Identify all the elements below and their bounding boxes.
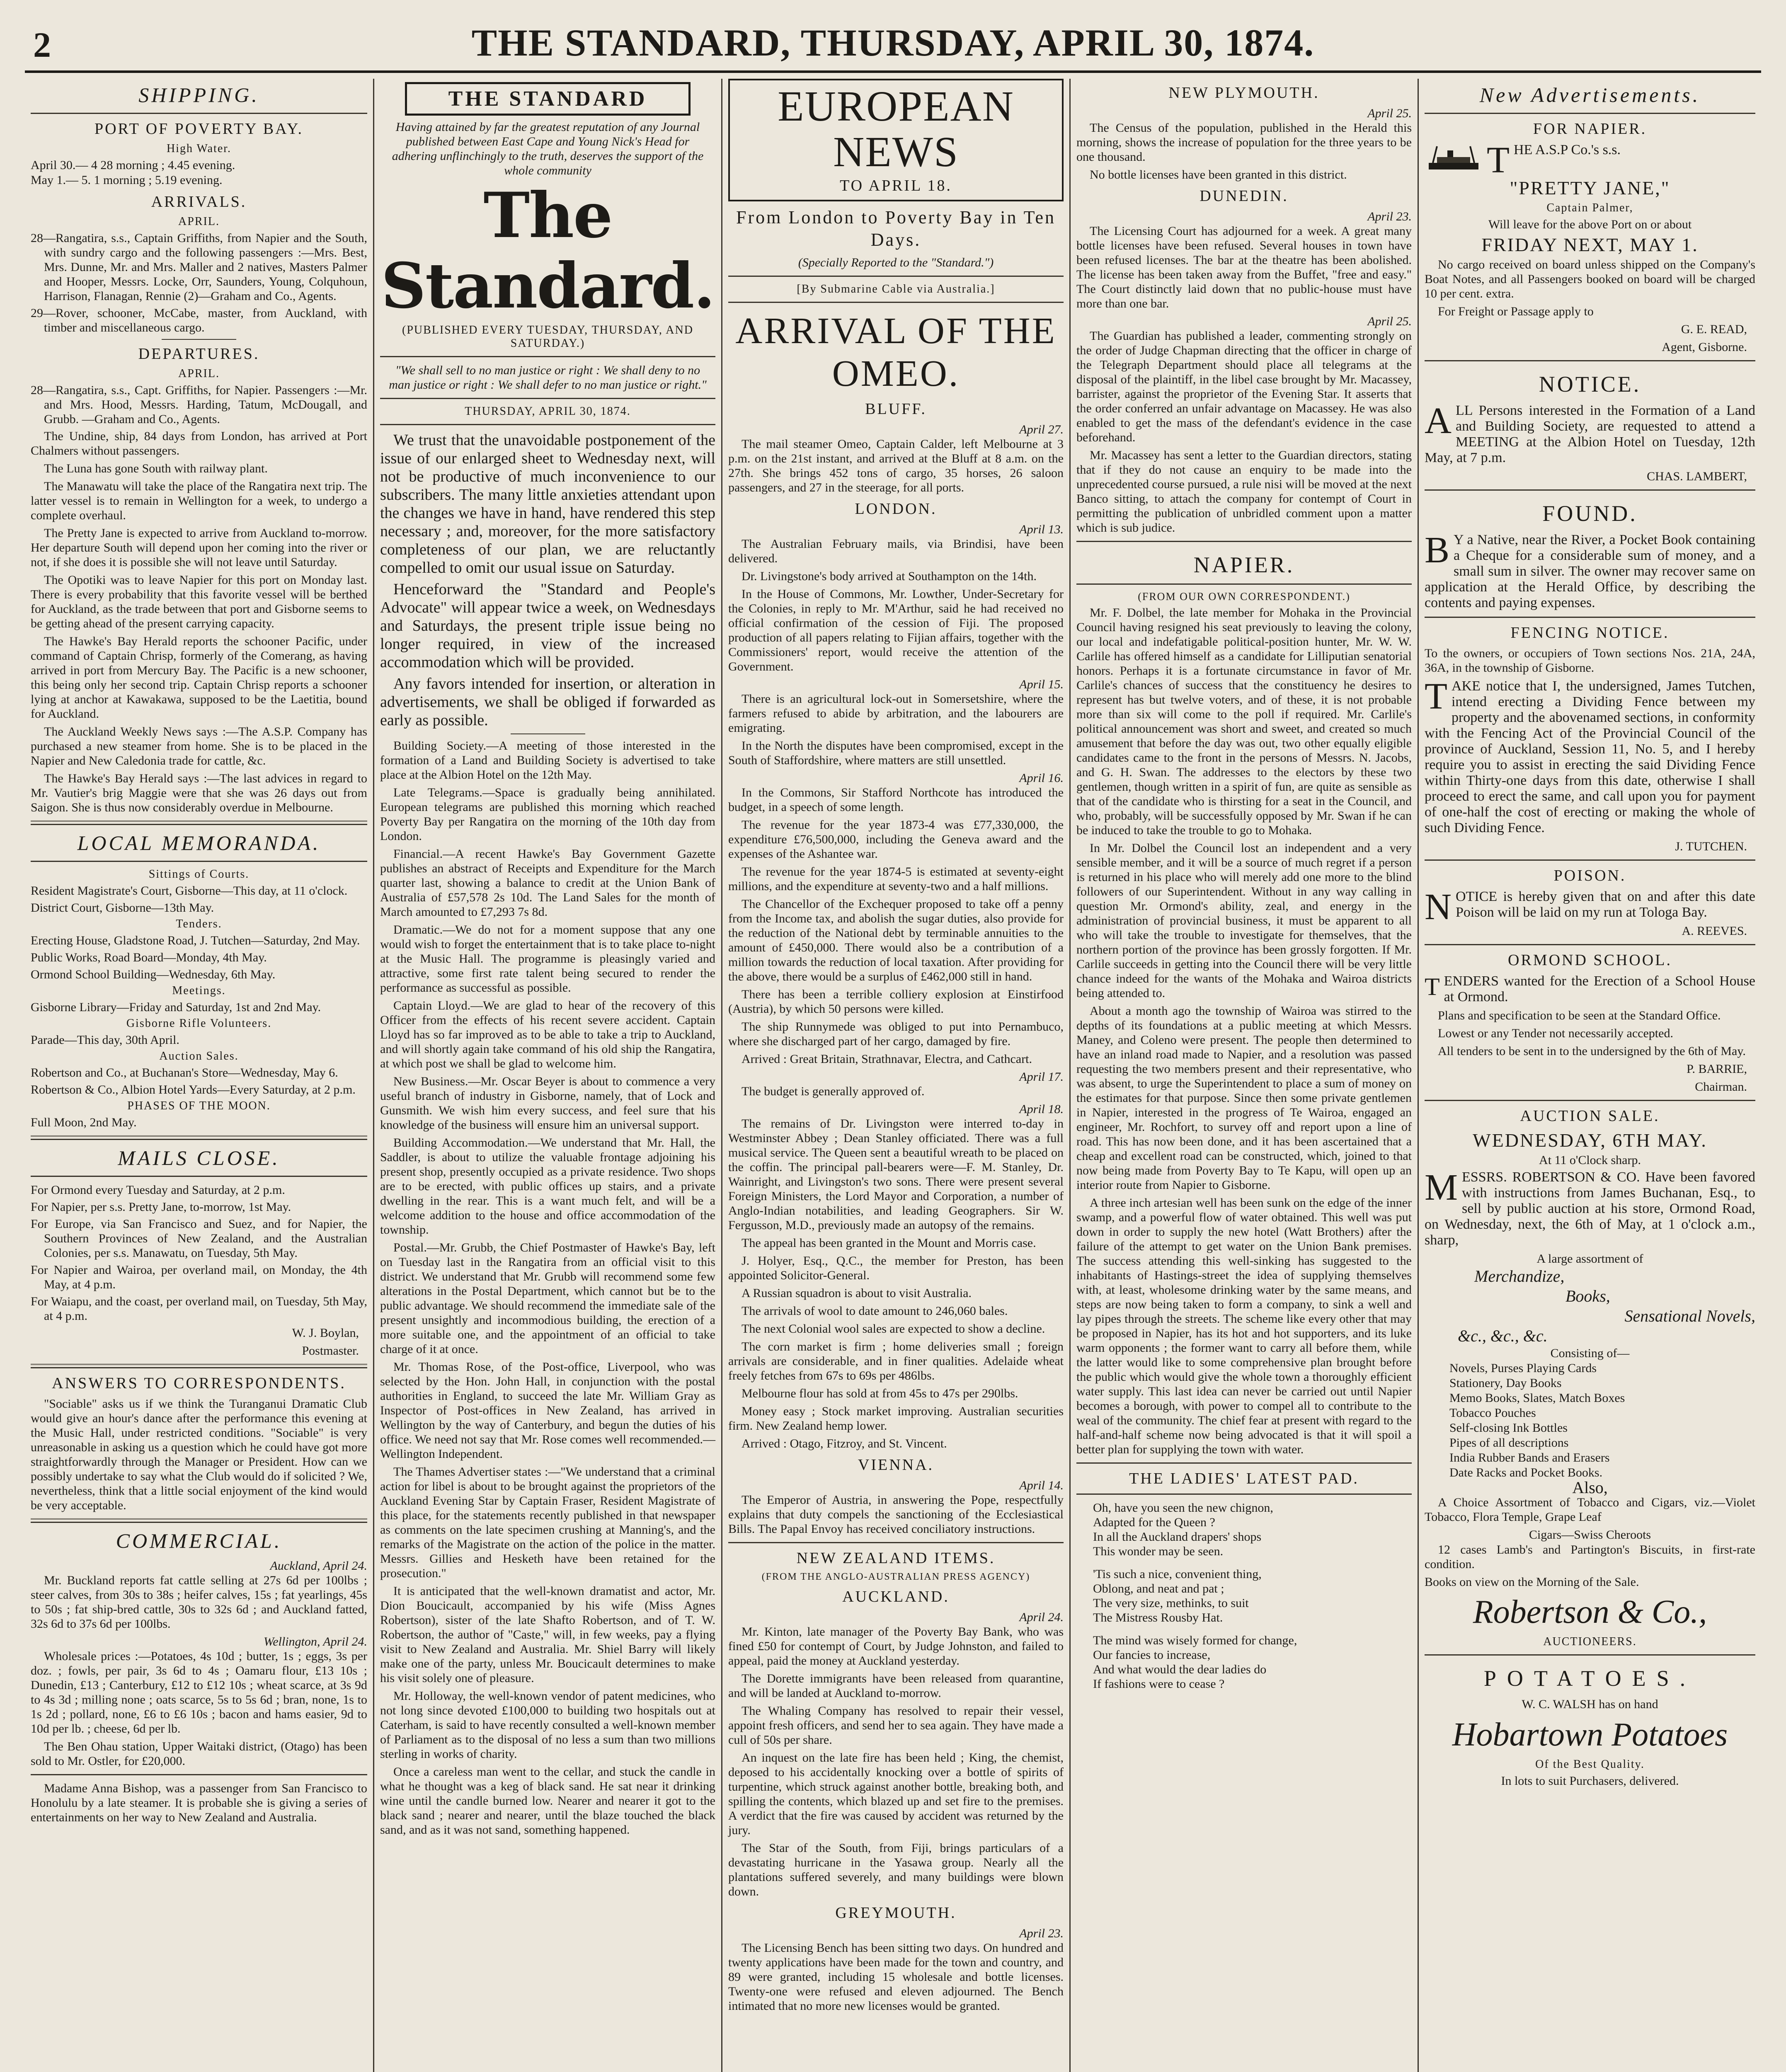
cigars-line: Cigars—Swiss Cheroots [1529,1528,1651,1542]
column-3 [721,79,1069,2072]
european-news-banner [728,79,1064,201]
auction-goods-item: Stationery, Day Books [1449,1376,1562,1390]
london-news-item: The next Colonial wool sales are expected to show a decline. [742,1322,1045,1336]
new-plymouth-text: The Census of the population, published in the Herald this morning, shows the increase of population for the three years to be one thousand. [1076,121,1412,164]
dateline: April 23. [1019,1927,1064,1940]
editorial-date: THURSDAY, APRIL 30, 1874. [465,405,631,418]
poem-line: And what would the dear ladies do [1093,1663,1267,1676]
london-news-item: In the House of Commons, Mr. Lowther, Under-Secretary for the Colonies, in reply to Mr. M'Arthur, said he had received no official confirmation of the cession of Fiji. The proposed production of all papers relating to Fijian affairs, together with the Commissioners' report, would receive the attention of the Government. [728,587,1064,673]
mail-entry: For Waiapu, and the coast, per overland mail, on Tuesday, 5th May, at 4 p.m. [31,1295,367,1323]
school-signature-title: Chairman. [1695,1080,1747,1094]
notice-heading: NOTICE. [1539,372,1641,397]
found-body [1425,532,1755,611]
fencing-addressee: To the owners, or occupiers of Town sections Nos. 21A, 24A, 36A, in the township of Gisborne. [1425,646,1755,675]
auction-date: WEDNESDAY, 6TH MAY. [1473,1130,1707,1151]
fencing-initial: T [1425,676,1447,717]
potatoes-heading: POTATOES. [1483,1666,1696,1691]
books-view-line: Books on view on the Morning of the Sale. [1425,1575,1639,1589]
london-news-item: The budget is generally approved of. [742,1084,925,1098]
mail-entry: For Europe, via San Francisco and Suez, and for Napier, the Southern Provinces of New Zealand, and the Australian Colonies, per s.s. Manawatu, on Tuesday, 5th May. [31,1217,367,1260]
memo-entry: Resident Magistrate's Court, Gisborne—This day, at 11 o'clock. [31,884,348,898]
bluff-heading: BLUFF. [865,400,927,418]
napier-source: (FROM OUR OWN CORRESPONDENT.) [1138,591,1350,603]
column-2 [373,79,721,2072]
auckland-heading: AUCKLAND. [842,1588,950,1605]
shipping-note: The Hawke's Bay Herald says :—The last advices in regard to Mr. Vautier's brig Maggie were that she was 26 days out from Saigon. She is thus now considerably overdue in Melbourne. [31,772,367,814]
commercial-heading: COMMERCIAL. [116,1529,282,1552]
poison-heading: POISON. [1553,867,1626,884]
dunedin-text: The Guardian has published a leader, commenting strongly on the order of Judge Chapman directing that the officer in charge of the Telegraph Department should place all telegrams at the disposal of the plaintiff, in the libel case brought by Mr. Macassey, barrister, against the proprietor of the Evening Star. It asserts that the order conferred an unfair advantage on Macassey. He was also enabled to get the mass of the defendant's evidence in the case beforehand. [1076,329,1412,444]
column-4 [1069,79,1418,2072]
london-news-item: There is an agricultural lock-out in Somersetshire, where the farmers refused to abide by arbitration, and the labourers are emigrating. [728,692,1064,735]
auction-item: Books, [1565,1287,1610,1305]
freight-note: For Freight or Passage apply to [1438,305,1594,318]
column-1 [25,79,373,2072]
napier-text: About a month ago the township of Wairoa was stirred to the depths of its foundations at a public meeting at which Messrs. Maney, and Coleno were present. The people then determined to have an inland road made to Napier, and a resolution was passed requesting the two members present and their representative, who was absent, to urge the Superintendent to place a sum of money on the estimates for that purpose. Since then some private gentlemen in Napier, interested in the progress of Te Wairoa, engaged an engineer, Mr. Rochfort, to survey off and report upon a line of road. This has now been done, and it has been ascertained that a cheap and excellent road can be constructed, which, joined to that now being made from Poverty Bay to Te Kapu, will open up an interior route from Napier to Gisborne. [1076,1004,1412,1192]
news-paragraph: Dramatic.—We do not for a moment suppose that any one would wish to forget the entertainment that is to take place to-night at the Music Hall. The programme is pleasingly varied and attractive, some first rate talent being secured to render the performance as successful as possible. [380,923,715,995]
news-paragraph: It is anticipated that the well-known dramatist and actor, Mr. Dion Boucicault, accompanied by his wife (Miss Agnes Robertson), sister of the late Shafto Robertson, and of T. W. Robertson, the author of "Caste," will, in few weeks, pay a flying visit to New Zealand and Australia. Mr. Shiel Barry will likely make one of the party, unless Mr. Boucicault determines to make his visit solely one of pleasure. [380,1584,715,1685]
tides-heading: High Water. [166,142,232,155]
poem-line [1093,1625,1412,1633]
found-initial: B [1425,530,1450,571]
new-plymouth-heading: NEW PLYMOUTH. [1168,84,1320,102]
notice-initial: A [1425,400,1452,441]
european-news-title: EUROPEAN NEWS [778,82,1014,176]
postmaster-name: W. J. Boylan, [292,1326,359,1340]
poem-line: 'Tis such a nice, convenient thing, [1093,1567,1262,1581]
column-5 [1418,79,1761,2072]
dunedin-text: Mr. Macassey has sent a letter to the Guardian directors, stating that if they do not cause an enquiry to be made into the unprecedented course pursued, a rule nisi will be moved at the next Banco sitting, to attach the company for contempt of Court in permitting the publication of unbridled comment upon a matter which is sub judice. [1076,448,1412,535]
poem-line [1093,1559,1412,1567]
also-label: Also, [1572,1478,1608,1497]
vienna-text: The Emperor of Austria, in answering the Pope, respectfully explains that duty compels the sanctioning of the Ecclesiastical Bills. The Papal Envoy has received conciliatory instructions. [728,1493,1064,1536]
auction-goods-item: Memo Books, Slates, Match Boxes [1449,1391,1625,1405]
auction-item: Merchandize, [1474,1267,1565,1285]
poem-line: The very size, methinks, to suit [1093,1596,1249,1610]
poison-signature: A. REEVES. [1682,924,1747,938]
new-ads-heading: New Advertisements. [1479,83,1701,107]
london-news-item: The revenue for the year 1873-4 was £77,330,000, the expenditure £76,500,000, including the Geneva award and the expenses of the Ashantee war. [728,818,1064,861]
memo-entry: District Court, Gisborne—13th May. [31,901,214,915]
london-heading: LONDON. [855,500,937,518]
agent-name: G. E. READ, [1681,322,1747,336]
leader-paragraph: We trust that the unavoidable postponement of the issue of our enlarged sheet to Wednesday next, will not be productive of much inconvenience to our subscribers. The many little anxieties attendant upon the changes we have in hand, have rendered this step necessary ; and, moreover, for the more satisfactory completeness of our plan, we are reluctantly compelled to omit our usual issue on Saturday. [380,431,715,576]
london-news-item: The remains of Dr. Livingston were interred to-day in Westminster Abbey ; Dean Stanley officiated. There was a full musical service. The Queen sent a beautiful wreath to be placed on the coffin. The principal pall-bearers were—F. M. Stanley, Dr. Wainright, and Livingston's two sons. There were present several Foreign Ministers, the Lord Mayor and Corporation, a number of Anglo-Indian notabilities, and leading Geographers. Sir W. Fergusson, M.D., previously made an autopsy of the remains. [728,1117,1064,1232]
hobartown-potatoes: Hobartown Potatoes [1452,1716,1728,1753]
commercial-dateline: Wellington, April 24. [263,1635,367,1648]
notice-signature: CHAS. LAMBERT, [1647,470,1747,483]
vienna-heading: VIENNA. [858,1456,934,1474]
month-label: APRIL. [178,215,220,228]
shipping-note: The Undine, ship, 84 days from London, has arrived at Port Chalmers without passengers. [31,429,367,457]
notice-body [1425,400,1755,466]
news-paragraph: New Business.—Mr. Oscar Beyer is about to commence a very useful branch of industry in Gisborne, namely, that of Lock and Gunsmith. We wish him every success, and feel sure that his knowledge of the business will ensure him an universal support. [380,1075,715,1132]
london-news-item: Melbourne flour has sold at from 45s to 47s per 290lbs. [742,1387,1018,1400]
london-news-item: The arrivals of wool to date amount to 246,060 bales. [742,1304,1008,1318]
dateline: April 23. [1367,210,1412,223]
shipping-note: The Pretty Jane is expected to arrive from Auckland to-morrow. Her departure South will depend upon her coming into the river or not, if she does it is possible she will not leave until Saturday. [31,526,367,569]
news-paragraph: Mr. Thomas Rose, of the Post-office, Liverpool, who was selected by the Hon. John Hall, in conjunction with the postal authorities in England, to succeed the late Mr. William Gray as Inspector of Post-offices in New Zealand, has arrived in Wellington by the way of Canterbury, and begun the duties of his office. We need not say that Mr. Rose comes well recommended.—Wellington Independent. [380,1360,715,1461]
answers-text: "Sociable" asks us if we think the Turanganui Dramatic Club would give an hour's dance after the performance this evening at the Music Hall, under restricted conditions. "Sociable" is very unreasonable in asking us a question which he could have got more straightforwardly through the Manager or President. How can we possibly undertake to say what the Club would do if solicited ? We, nevertheless, think that a little social enjoyment of the kind would be very acceptable. [31,1397,367,1512]
poison-text: OTICE is hereby given that on and after this date Poison will be laid on my run at Tologa Bay. [1456,889,1755,920]
auction-items-list [1425,1361,1755,1480]
commercial-dateline: Auckland, April 24. [270,1559,367,1573]
news-paragraph: Building Accommodation.—We understand that Mr. Hall, the Saddler, is about to utilize the valuable frontage adjoining his present shop, presently occupied as a private residence. Two shops are to be erected, with public offices up stairs, and a private dwelling in the rear. This is a want much felt, and will be a welcome addition to the house and office accommodation of the township. [380,1136,715,1237]
auction-initial: M [1425,1167,1458,1208]
lots-line: In lots to suit Purchasers, delivered. [1501,1774,1679,1788]
auction-goods-item: India Rubber Bands and Erasers [1449,1451,1610,1464]
london-news-item: J. Holyer, Esq., Q.C., the member for Preston, has been appointed Solicitor-General. [728,1254,1064,1282]
london-news-item: The Australian February mails, via Brindisi, have been delivered. [728,537,1064,565]
newspaper-title: THE STANDARD, THURSDAY, APRIL 30, 1874. [471,22,1315,64]
consisting-label: Consisting of— [1550,1346,1630,1360]
mail-entry: For Napier, per s.s. Pretty Jane, to-morrow, 1st May. [31,1200,291,1214]
news-paragraph: Late Telegrams.—Space is gradually being annihilated. European telegrams are published this morning which reached Poverty Bay per Rangatira on the morning of the 10th day from London. [380,786,715,843]
greymouth-text: The Licensing Bench has been sitting two days. On hundred and twenty applications have been made for the town and country, and 89 were granted, including 15 wholesale and bottle licenses. Twenty-one were refused and eleven adjourned. The Bench intimated that no more new licenses would be granted. [728,1941,1064,2013]
nz-items-heading: NEW ZEALAND ITEMS. [796,1549,996,1567]
shipping-note: The Auckland Weekly News says :—The A.S.P. Company has purchased a new steamer from home. She is to be placed in the Napier and New Caledonia trade for cattle, &c. [31,725,367,767]
school-initial: T [1425,973,1440,1000]
fencing-signature: J. TUTCHEN. [1675,840,1747,853]
mail-entry: For Ormond every Tuesday and Saturday, at 2 p.m. [31,1183,285,1197]
fencing-heading: FENCING NOTICE. [1510,624,1670,641]
napier-text: In Mr. Dolbel the Council lost an independent and a very sensible member, and it will be a source of much regret if a person is returned in his place who will merely add one more to the blind followers of our Superintendent. Without in any way calling in question Mr. Ormond's ability, zeal, and energy in the administration of provincial business, it must be apparent to all who will take the trouble to investigate for themselves, that the northern portion of the province has been grossly forgotten. If Mr. Carlile succeeds in getting into the Council there will be very little chance indeed for the wants of the Mohaka and Wairoa districts being attended to. [1076,841,1412,1000]
ladies-pad-heading: THE LADIES' LATEST PAD. [1129,1470,1359,1487]
poison-initial: N [1425,886,1452,927]
tenders-heading: Tenders. [176,917,222,930]
napier-text: A three inch artesian well has been sunk on the edge of the inner swamp, and a powerful flow of water obtained. This well was put down in order to supply the new hotel (Watt Brothers) after the failure of the attempt to get water on the Union Bank premises. The success attending this well-sinking has suggested to the inhabitants of Hastings-street the idea of supplying themselves with, at least, wholesome drinking water by the same means, and steps are now being taken to form a company, to sink a well and lay pipes through the streets. The scheme like every other that may be proposed in Napier, has its hot and hot supporters, and its luke warm opponents ; the former want to carry all before them, while the latter would like to some comprehensive plan brought before the public which would give the whole town a thoroughly efficient water supply. This last idea can never be carried out until Napier becomes a borough, with power to compel all to contribute to the weal of the community. The chief fear at present with regard to the half-and-half scheme now being advocated is that it will spoil a better plan for supplying the town with water. [1076,1196,1412,1456]
dunedin-heading: DUNEDIN. [1200,187,1289,205]
ship-ad-company: HE A.S.P Co.'s s.s. [1513,142,1621,157]
dateline: April 15. [1019,678,1064,691]
poem-line: Oblong, and neat and pat ; [1093,1582,1224,1595]
answers-heading: ANSWERS TO CORRESPONDENTS. [52,1375,346,1392]
school-body [1425,973,1755,1005]
dateline: April 27. [1019,423,1064,436]
mails-close-heading: MAILS CLOSE. [118,1146,280,1169]
auction-goods-item: Tobacco Pouches [1449,1406,1536,1420]
news-paragraph: Captain Lloyd.—We are glad to hear of the recovery of this Officer from the effects of his recent severe accident. Captain Lloyd has so far improved as to be able to take a trip to Auckland, and will shortly again take command of his old ship the Rangatira, at which post we shall be glad to welcome him. [380,999,715,1070]
arrivals-heading: ARRIVALS. [151,193,247,211]
arrival-heading: ARRIVAL OF THE OMEO. [735,310,1057,394]
memo-entry: Parade—This day, 30th April. [31,1033,179,1047]
news-paragraph: Financial.—A recent Hawke's Bay Government Gazette publishes an abstract of Receipts and Expenditure for the March quarter last, showing a balance to credit at the Union Bank of Australia of £57,578 2s 10d. The Land Sales for the month of March amounted to £7,293 7s 8d. [380,847,715,919]
auction-sales-heading: Auction Sales. [159,1050,239,1063]
school-deadline: All tenders to be sent in to the undersigned by the 6th of May. [1438,1044,1746,1058]
auction-goods-item: Pipes of all descriptions [1449,1436,1569,1450]
postmaster-title: Postmaster. [302,1344,359,1358]
walsh-line: W. C. WALSH has on hand [1522,1697,1658,1711]
fencing-text: AKE notice that I, the undersigned, James Tutchen, intend erecting a Dividing Fence between my property and the abovenamed sections, in conformity with the Fencing Act of the Provincial Council of the province of Auckland, Session 11, No. 5, and I hereby require you to assist in erecting the said Dividing Fence within Thirty-one days from this date, otherwise I shall proceed to erect the same, and call upon you for payment of one-half the cost of erecting or making the whole of such Dividing Fence. [1425,678,1755,835]
news-paragraph: Building Society.—A meeting of those interested in the formation of a Land and Building Society is advertised to take place at the Albion Hotel on the 12th May. [380,739,715,782]
london-news-item: The appeal has been granted in the Mount and Morris case. [742,1236,1036,1250]
auction-heading: AUCTION SALE. [1520,1107,1660,1125]
poem-line: Adapted for the Queen ? [1093,1515,1215,1529]
local-memoranda-heading: LOCAL MEMORANDA. [77,831,321,854]
poem-line: If fashions were to cease ? [1093,1677,1225,1691]
leader-paragraph: Any favors intended for insertion, or alteration in advertisements, we shall be obliged if forwarded as early as possible. [380,675,715,729]
news-paragraph: Postal.—Mr. Grubb, the Chief Postmaster of Hawke's Bay, left on Tuesday last in the Rangatira from an official visit to this district. We understand that Mr. Grubb will recommend some few alterations in the Postal Department, which cannot but be to the public advantage. We should recommend the immediate sale of the present unsightly and incommodious building, the erection of a more suitable one, and the appointment of an official to take charge of it at once. [380,1241,715,1356]
mail-entry: For Napier and Wairoa, per overland mail, on Monday, the 4th May, at 4 p.m. [31,1263,367,1291]
departure-date: FRIDAY NEXT, MAY 1. [1481,234,1699,255]
bluff-text: The mail steamer Omeo, Captain Calder, left Melbourne at 3 p.m. on the 21st instant, and arrived at the Bluff at 8 a.m. on the 27th. She brings 452 tons of cargo, 35 horses, 26 saloon passengers, and 27 in the steerage, for all ports. [728,437,1064,494]
port-heading: PORT OF POVERTY BAY. [94,120,304,138]
robertson-signature: Robertson & Co., [1473,1594,1707,1630]
blackletter-title: The Standard. [381,179,715,322]
columns [25,79,1761,2072]
moon-heading: PHASES OF THE MOON. [127,1099,271,1112]
auckland-text: The Star of the South, from Fiji, brings particulars of a devastating hurricane in the Yasawa group. Nearly all the plantations suffered severely, and many buildings were blown down. [728,1841,1064,1898]
leader-paragraph: Henceforward the "Standard and People's Advocate" will appear twice a week, on Wednesdays and Saturdays, the present triple issue being no longer required, in view of the increased accommodation which will be provided. [380,581,715,671]
london-news-item: The ship Runnymede was obliged to put into Pernambuco, where she discharged part of her cargo, damaged by fire. [728,1020,1064,1048]
ship-ad-initial: T [1487,140,1510,181]
nz-items-source: (FROM THE ANGLO-AUSTRALIAN PRESS AGENCY) [761,1571,1030,1582]
dateline: April 13. [1019,523,1064,536]
poem [1076,1501,1412,1691]
dateline: April 16. [1019,771,1064,785]
news-paragraph: Mr. Holloway, the well-known vendor of patent medicines, who not long since devoted £100,000 to building two hospitals out at Caterham, is said to have recently consulted a well-known member of Parliament as to the disposal of no less a sum than two millions sterling in works of charity. [380,1689,715,1761]
found-text: Y a Native, near the River, a Pocket Book containing a Cheque for a considerable sum of money, and a small sum in silver. The owner may recover same on application at the Herald Office, by describing the contents and paying expenses. [1425,532,1755,610]
dateline: April 24. [1019,1610,1064,1624]
fencing-body [1425,678,1755,836]
auction-time: At 11 o'Clock sharp. [1539,1153,1641,1167]
commercial-text: Wholesale prices :—Potatoes, 4s 10d ; butter, 1s ; eggs, 3s per doz. ; fowls, per pair, 3s 6d to 4s ; Oamaru flour, £13 10s ; Dunedin, £13 ; Canterbury, £12 to £12 10s ; wheat scarce, at 3s 9d to 4s 3d ; milling none ; oats scarce, 5s to 5s 6d ; bran, none, 1s to 1s 2d ; pollard, none, £6 to £6 10s ; bacon and hams easier, 9d to 10d per lb. ; cheese, 6d per lb. [31,1649,367,1736]
shipping-note: The Hawke's Bay Herald reports the schooner Pacific, under command of Captain Chrisp, formerly of the Comerang, as having arrived in port from Mercury Bay. The Pacific is a new schooner, this being only her second trip. Captain Chrisp reports a schooner lying at anchor at Kawakawa, supposed to be the Laetitia, bound for Auckland. [31,634,367,721]
dateline: April 25. [1367,315,1412,328]
departures-heading: DEPARTURES. [138,345,260,363]
auction-goods-item: Date Racks and Pocket Books. [1449,1466,1603,1479]
memo-entry: Ormond School Building—Wednesday, 6th May. [31,968,276,981]
standard-logo-box: THE STANDARD [405,82,691,116]
also-items: A Choice Assortment of Tobacco and Cigars, viz.—Violet Tobacco, Flora Temple, Grape Leaf [1425,1496,1755,1524]
greymouth-heading: GREYMOUTH. [835,1904,957,1922]
shipping-note: The Opotiki was to leave Napier for this port on Monday last. There is every probability that this favorite vessel will be berthed for Auckland, as the trade between that port and Gisborne seems to be getting ahead of the present carrying capacity. [31,573,367,630]
poem-line: The Mistress Rousby Hat. [1093,1611,1223,1624]
napier-heading: NAPIER. [1193,552,1295,577]
shipping-note: The Manawatu will take the place of the Rangatira next trip. The latter vessel is to remain in Wellington for a week, to undergo a complete overhaul. [31,479,367,522]
london-news-list [728,522,1064,1451]
no-cargo-note: No cargo received on board unless shipped on the Company's Boat Notes, and all Passengers booked on board will be charged 10 per cent. extra. [1425,258,1755,300]
tide-line: May 1.— 5. 1 morning ; 5.19 evening. [31,173,223,187]
school-text: ENDERS wanted for the Erection of a School House at Ormond. [1444,973,1755,1005]
arrival-entry: 28—Rangatira, s.s., Captain Griffiths, from Napier and the South, with sundry cargo and the following passengers :—Mrs. Best, Mrs. Dunne, Mr. and Mrs. Maller and 2 natives, Masters Palmer and Hooper, Messrs. Locke, Orr, Saunders, Young, Colquhoun, Harrison, Flanagan, Rennie (2)—Graham and Co., Agents. [31,231,367,303]
news-paragraph: Once a careless man went to the cellar, and stuck the candle in what he thought was a keg of black sand. He sat near it drinking wine until the candle burned low. Nearer and nearer it got to the black sand ; nearer and nearer, until the blaze touched the black sand, and as it was not sand, something happened. [380,1765,715,1837]
poem-line: The mind was wisely formed for change, [1093,1634,1297,1647]
poem-line: This wonder may be seen. [1093,1544,1224,1558]
london-news-item: Arrived : Great Britain, Strathnavar, Electra, and Cathcart. [742,1052,1032,1066]
sittings-heading: Sittings of Courts. [148,868,250,881]
steamship-icon [1425,142,1483,175]
school-heading: ORMOND SCHOOL. [1508,951,1672,969]
memo-entry: Full Moon, 2nd May. [31,1116,137,1129]
london-news-item: The revenue for the year 1874-5 is estimated at seventy-eight millions, and the expenditure at seventy-two and a half millions. [728,865,1064,893]
london-news-item: The corn market is firm ; home deliveries small ; foreign arrivals are considerable, and in finer qualities. Adelaide wheat freely fetches from 67s to 69s per 486lbs. [728,1340,1064,1382]
ship-name: "PRETTY JANE," [1510,177,1670,198]
london-news-item: Dr. Livingstone's body arrived at Southampton on the 14th. [742,569,1037,583]
month-label: APRIL. [178,367,220,380]
auction-item: Sensational Novels, [1624,1307,1755,1325]
tide-line: April 30.— 4 28 morning ; 4.45 evening. [31,158,235,172]
london-news-item: In the North the disputes have been compromised, except in the South of Staffordshire, where matters are still unsettled. [728,739,1064,767]
european-news-date: TO APRIL 18. [840,177,952,194]
meetings-heading: Meetings. [172,984,226,997]
auckland-text: An inquest on the late fire has been held ; King, the chemist, deposed to his accidentally knocking over a bottle of spirits of turpentine, which struck against another bottle, breaking both, and spilling the contents, which blazed up and set fire to the premises. A verdict that the fire was caused by accident was returned by the jury. [728,1751,1064,1837]
new-plymouth-text: No bottle licenses have been granted in this district. [1090,168,1347,182]
dateline: April 14. [1019,1479,1064,1492]
auction-item: &c., &c., &c. [1458,1326,1548,1345]
page-number: 2 [33,25,51,65]
school-lowest: Lowest or any Tender not necessarily accepted. [1438,1026,1673,1040]
memo-entry: Erecting House, Gladstone Road, J. Tutchen—Saturday, 2nd May. [31,934,360,947]
from-london-heading: From London to Poverty Bay in Ten Days. [736,207,1056,250]
school-signature: P. BARRIE, [1687,1062,1747,1076]
motto: Having attained by far the greatest reputation of any Journal published between East Cape and Young Nick's Head for adhering unflinchingly to the truth, deserves the support of the whole community [392,120,704,177]
shipping-heading: SHIPPING. [138,83,259,107]
commercial-text: The Ben Ohau station, Upper Waitaki district, (Otago) has been sold to Mr. Ostler, for £20,000. [31,1740,367,1768]
departure-entry: 28—Rangatira, s.s., Capt. Griffiths, for Napier. Passengers :—Mr. and Mrs. Hood, Messrs. Harding, Tatum, McDougall, and Grubb. —Graham and Co., Agents. [31,383,367,426]
dateline: April 17. [1019,1070,1064,1084]
captain-name: Captain Palmer, [1546,201,1633,214]
rifle-heading: Gisborne Rifle Volunteers. [126,1017,272,1030]
agent-place: Agent, Gisborne. [1662,340,1747,354]
memo-entry: Gisborne Library—Friday and Saturday, 1st and 2nd May. [31,1000,321,1014]
cable-note: [By Submarine Cable via Australia.] [797,283,995,295]
auction-goods-item: Self-closing Ink Bottles [1449,1421,1568,1435]
for-napier-heading: FOR NAPIER. [1533,120,1647,138]
best-quality: Of the Best Quality. [1535,1758,1645,1771]
poem-line: Oh, have you seen the new chignon, [1093,1501,1273,1515]
london-news-item: Arrived : Otago, Fitzroy, and St. Vincent. [742,1437,947,1450]
auction-body [1425,1169,1755,1248]
auckland-text: The Whaling Company has resolved to repair their vessel, appoint fresh officers, and send her to sea again. They have made a cull of 50s per share. [728,1704,1064,1747]
shipping-note: The Luna has gone South with railway plant. [44,462,268,475]
london-news-item: Money easy ; Stock market improving. Australian securities firm. New Zealand hemp lower. [728,1404,1064,1433]
london-news-item: There has been a terrible colliery explosion at Einstirfood (Austria), by which 50 persons were killed. [728,988,1064,1016]
will-leave: Will leave for the above Port on or about [1488,218,1692,231]
specially-reported: (Specially Reported to the "Standard.") [798,256,994,269]
notice-text: LL Persons interested in the Formation of a Land and Building Society, are requested to attend a MEETING at the Albion Hotel on Tuesday, 12th May, at 7 p.m. [1425,403,1755,465]
auction-goods-item: Novels, Purses Playing Cards [1449,1361,1597,1375]
memo-entry: Robertson and Co., at Buchanan's Store—Wednesday, May 6. [31,1066,338,1080]
school-plans: Plans and specification to be seen at the Standard Office. [1438,1009,1721,1022]
london-news-item: The Chancellor of the Exchequer proposed to take off a penny from the Income tax, and abolish the sugar duties, also provide for the reduction of the National debt by terminable annuities to the amount of £450,000. There would also be a contribution of a million towards the reduction of local taxation. After providing for the above, there would be a surplus of £462,000 still in hand. [728,897,1064,983]
london-news-item: In the Commons, Sir Stafford Northcote has introduced the budget, in a speech of some length. [728,786,1064,814]
poison-body [1425,886,1755,927]
dateline: April 18. [1019,1102,1064,1116]
poem-line: Our fancies to increase, [1093,1648,1211,1662]
news-paragraph: The Thames Advertiser states :—"We understand that a criminal action for libel is about to be brought against the proprietors of the Auckland Evening Star by Captain Fraser, Resident Magistrate of this place, for the statements recently published in that newspaper as comments on the late specimen crushing at Manning's, and the remarks of the Magistrate on the action of the police in the matter. Messrs. Gillies and Hesketh have been retained for the prosecution." [380,1465,715,1580]
auction-text: ESSRS. ROBERTSON & CO. Have been favored with instructions from James Buchanan, Esq., to sell by public auction at his store, Ormond Road, on Wednesday, next, the 6th of May, at 1 o'clock a.m., sharp, [1425,1169,1755,1248]
biscuits-line: 12 cases Lamb's and Partington's Biscuits, in first-rate condition. [1425,1543,1755,1571]
arrival-entry: 29—Rover, schooner, McCabe, master, from Auckland, with timber and miscellaneous cargo. [31,306,367,334]
auckland-text: The Dorette immigrants have been released from quarantine, and will be landed at Auckland to-morrow. [728,1672,1064,1700]
auctioneers-label: AUCTIONEERS. [1543,1635,1637,1648]
auction-large: A large assortment of [1536,1252,1643,1266]
editorial-quote: "We shall sell to no man justice or right : We shall deny to no man justice or right : We shall defer to no man justice or right." [389,363,707,392]
found-heading: FOUND. [1542,501,1638,526]
closing-paragraph: Madame Anna Bishop, was a passenger from San Francisco to Honolulu by a late steamer. It is probable she is giving a series of entertainments on her way to New Zealand and Australia. [31,1782,367,1824]
ship-ad [1425,140,1755,181]
commercial-text: Mr. Buckland reports fat cattle selling at 27s 6d per 100lbs ; steer calves, from 30s to 38s ; heifer calves, 15s ; fat yearlings, 45s to 50s ; fat ship-bred cattle, 30s to 32s 6d ; and Auckland fatted, 32s 6d to 37s 6d per 100lbs. [31,1573,367,1631]
published-note: (PUBLISHED EVERY TUESDAY, THURSDAY, AND SATURDAY.) [402,324,693,350]
poem-line: In all the Auckland drapers' shops [1093,1530,1262,1544]
masthead [25,17,1761,73]
dateline: April 25. [1367,107,1412,120]
memo-entry: Public Works, Road Board—Monday, 4th May. [31,951,267,964]
london-news-item: A Russian squadron is about to visit Australia. [742,1286,972,1300]
dunedin-text: The Licensing Court has adjourned for a week. A great many bottle licenses have been refused. Several houses in town have been refused licenses. The bar at the theatre has been abolished. The license has been taken away from the Buffet, "free and easy." The Court distinctly laid down that no public-house must have more than one bar. [1076,224,1412,310]
memo-entry: Robertson & Co., Albion Hotel Yards—Every Saturday, at 2 p.m. [31,1083,356,1097]
napier-text: Mr. F. Dolbel, the late member for Mohaka in the Provincial Council having resigned his seat previously to leaving the colony, our local and indefatigable political-position hunter, Mr. W. W. Carlile has offered himself as a candidate for Lilliputian senatorial honors. Perhaps it is a fortunate circumstance in favor of Mr. Carlile's chances of success that the constituency he desires to represent has but twelve voters, and of these, it is not probable more than six will come to the poll if required. Mr. Carlile's political announcement was short and sweet, and created so much amusement that before the day was out, two other equally eligible candidates came to the front in the persons of Messrs. N. Jacobs, and G. H. Swan. The addresses to the electors by these two gentlemen, though written in a spirit of fun, are quite as sensible as that of the candidate who is thirsting for a seat in the Council, and who, probably, will be successfully opposed by Mr. Swan if he can be induced to take the trouble to go to Mohaka. [1076,606,1412,837]
auckland-text: Mr. Kinton, late manager of the Poverty Bay Bank, who was fined £50 for contempt of Court, by Judge Johnston, and failed to appeal, paid the money at Auckland yesterday. [728,1625,1064,1668]
